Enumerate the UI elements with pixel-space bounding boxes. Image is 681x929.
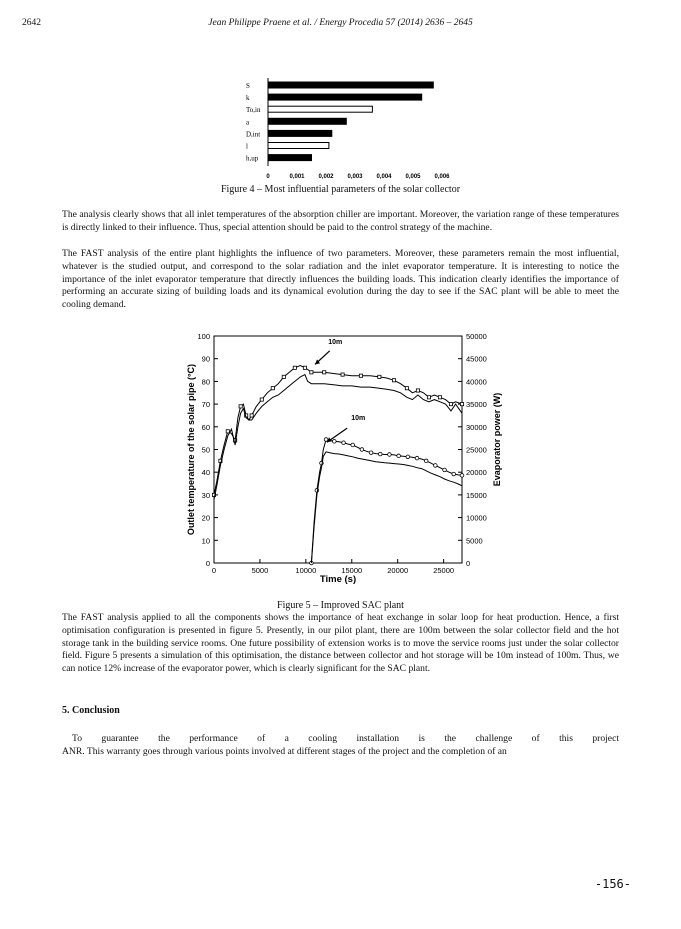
figure5-line-chart	[183, 328, 513, 588]
fig5-data-point	[424, 459, 428, 463]
fig5-data-point	[397, 454, 401, 458]
fig4-tick-label: 0,002	[318, 174, 334, 180]
fig5-data-point	[323, 371, 326, 374]
fig5-right-tick-label: 5000	[466, 536, 483, 546]
fig5-right-tick-label: 45000	[466, 354, 487, 364]
figure4-caption: Figure 4 – Most influential parameters of the solar collector	[220, 184, 461, 195]
fig4-category-label: k	[246, 94, 250, 103]
fig4-tick-label: 0	[266, 174, 270, 180]
fig4-tick-label: 0,004	[376, 174, 392, 180]
journal-header: Jean Philippe Praene et al. / Energy Procedia 57 (2014) 2636 – 2645	[208, 18, 473, 28]
fig5-x-tick-label: 0	[211, 566, 217, 575]
fig5-left-tick-label: 30	[201, 490, 210, 500]
fig5-data-point	[443, 468, 447, 472]
fig4-tick-label: 0,001	[289, 174, 305, 180]
fig5-left-axis-label: Outlet temperature of the solar pipe (°C)	[186, 363, 196, 536]
fig5-data-point	[342, 441, 346, 445]
fig5-left-tick-label: 0	[205, 559, 210, 568]
fig5-left-tick-label: 70	[201, 400, 210, 410]
fig5-data-point	[324, 438, 328, 442]
fig5-data-point	[416, 389, 419, 392]
fig5-x-tick-label: 10000	[295, 566, 317, 575]
fig4-bar	[268, 118, 346, 124]
fig5-data-point	[333, 440, 337, 444]
fig5-x-tick-label: 20000	[387, 566, 409, 575]
fig5-data-point	[239, 405, 242, 408]
fig5-data-point	[250, 414, 253, 417]
fig5-right-tick-label: 25000	[466, 445, 487, 455]
fig5-data-point	[293, 366, 296, 369]
fig5-x-tick-label: 5000	[251, 566, 269, 575]
fig5-left-tick-label: 100	[197, 332, 210, 341]
fig5-data-point	[260, 398, 263, 401]
fig4-bar	[268, 130, 332, 136]
fig5-x-tick-label: 25000	[433, 566, 455, 575]
figure5-caption: Figure 5 – Improved SAC plant	[277, 600, 404, 611]
fig5-right-axis-label: Evaporator power (W)	[492, 392, 502, 487]
fig5-data-point	[282, 375, 285, 378]
fig4-tick-label: 0,005	[405, 174, 421, 180]
fig4-bar	[268, 143, 329, 149]
fig4-tick-label: 0,003	[347, 174, 363, 180]
fig4-bar	[268, 94, 422, 100]
fig5-x-tick-label: 15000	[341, 566, 363, 575]
fig5-data-point	[351, 443, 355, 447]
paragraph-4-line-2: ANR. This warranty goes through various points involved at different stages of the project and the completion of an	[62, 746, 507, 757]
fig5-data-point	[406, 455, 410, 459]
fig5-data-point	[427, 396, 430, 399]
fig5-series-line	[311, 452, 462, 563]
fig5-left-tick-label: 10	[201, 536, 210, 546]
paragraph-4-line-1	[62, 733, 619, 746]
fig4-category-label: l	[246, 142, 248, 151]
fig5-left-tick-label: 20	[201, 513, 210, 523]
fig5-left-tick-label: 60	[201, 422, 210, 432]
fig5-data-point	[359, 374, 362, 377]
fig5-data-point	[369, 451, 373, 455]
paragraph-2: The FAST analysis of the entire plant highlights the influence of two parameters. Moreover, these parameters remain the most influential, whatever is the studied output, and correspond to the solar radiation and the inlet evaporator temperature. It is interesting to notice the importance of the inlet evaporator temperature that directly influences the building loads. This indication clearly identifies the importance of performing an accurate sizing of building loads and its dynamical evolution during the day to see if the SAC plant will be able to meet the cooling demand.	[62, 248, 619, 311]
fig5-data-point	[438, 396, 441, 399]
figure4-bar-chart	[240, 78, 460, 183]
fig5-data-point	[405, 387, 408, 390]
fig5-data-point	[360, 448, 364, 452]
fig5-data-point	[460, 474, 464, 478]
fig5-right-tick-label: 20000	[466, 468, 487, 478]
fig5-right-tick-label: 0	[466, 559, 471, 568]
fig5-left-tick-label: 80	[201, 377, 210, 387]
fig5-data-point	[415, 456, 419, 460]
fig5-left-tick-label: 50	[201, 445, 210, 455]
fig4-tick-label: 0,006	[434, 174, 450, 180]
fig4-category-label: S	[246, 82, 250, 90]
fig5-data-point	[452, 472, 456, 476]
fig5-data-point	[378, 452, 382, 456]
fig5-annotation-label: 10m	[351, 414, 366, 422]
fig5-right-tick-label: 30000	[466, 422, 487, 432]
fig5-right-tick-label: 10000	[466, 513, 487, 523]
fig4-bar	[268, 155, 312, 161]
fig5-data-point	[310, 371, 313, 374]
fig5-data-point	[378, 375, 381, 378]
fig5-right-tick-label: 35000	[466, 400, 487, 410]
fig5-right-tick-label: 40000	[466, 377, 487, 387]
fig4-category-label: D,int	[246, 130, 261, 139]
paragraph-3: The FAST analysis applied to all the components shows the importance of heat exchange in solar loop for heat production. Hence, a first optimisation configuration is presented in figure 5. Presently, in our pilot plant, there are 100m between the solar collector field and the hot storage tank in the building service rooms. One future possibility of extension works is to move the service rooms just under the solar collector field. Figure 5 presents a simulation of this optimisation, the distance between collector and hot storage will be 10m instead of 100m. Thus, we can notice 12% increase of the evaporator power, which is clearly significant for the SAC plant.	[62, 612, 619, 675]
footer-page-marker: -156-	[594, 877, 631, 891]
fig5-right-tick-label: 50000	[466, 332, 487, 341]
fig4-bar	[268, 82, 433, 88]
fig5-data-point	[388, 453, 392, 457]
fig5-data-point	[226, 430, 229, 433]
paragraph-1: The analysis clearly shows that all inlet temperatures of the absorption chiller are important. Moreover, the variation range of these temperatures is directly linked to their influence. Thus, special attention should be paid to the control strategy of the machine.	[62, 209, 619, 233]
fig5-plot-frame	[214, 336, 462, 563]
fig5-data-point	[449, 403, 452, 406]
paragraph-4-line-1-text: To guarantee the performance of a cooling installation is the challenge of this project	[72, 733, 619, 744]
fig5-x-axis-label: Time (s)	[319, 574, 357, 585]
fig5-series-line	[311, 440, 462, 564]
fig5-left-tick-label: 40	[201, 468, 210, 478]
fig5-data-point	[392, 379, 395, 382]
fig4-category-label: h,up	[246, 154, 259, 163]
page-number: 2642	[22, 18, 41, 28]
fig4-category-label: To,in	[246, 106, 261, 115]
fig5-data-point	[434, 464, 438, 468]
fig5-data-point	[341, 373, 344, 376]
section-title-conclusion: 5. Conclusion	[62, 705, 120, 716]
fig5-data-point	[303, 366, 306, 369]
fig5-data-point	[460, 403, 463, 406]
fig5-annotation-label: 10m	[328, 338, 343, 346]
fig5-right-tick-label: 15000	[466, 490, 487, 500]
fig4-category-label: a	[246, 118, 250, 127]
fig4-bar	[268, 106, 372, 112]
fig5-data-point	[271, 387, 274, 390]
fig5-left-tick-label: 90	[201, 354, 210, 364]
